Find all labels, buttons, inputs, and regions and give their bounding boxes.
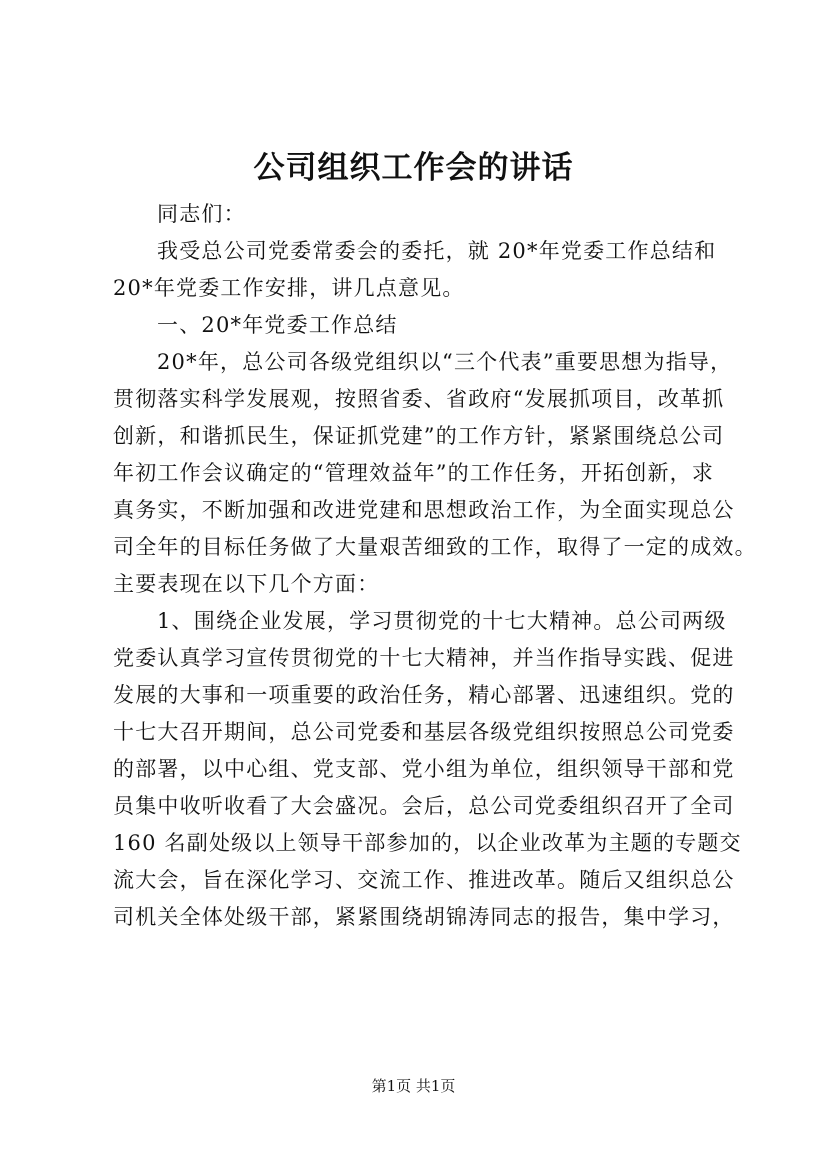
paragraph-line: 1、围绕企业发展，学习贯彻党的十七大精神。总公司两级 [157, 609, 727, 633]
document-title: 公司组织工作会的讲话 [253, 150, 574, 186]
paragraph-line: 贯彻落实科学发展观，按照省委、省政府“发展抓项目，改革抓 [113, 387, 725, 411]
paragraph-line: 主要表现在以下几个方面： [113, 572, 380, 596]
paragraph-line: 十七大召开期间，总公司党委和基层各级党组织按照总公司党委 [113, 720, 735, 744]
paragraph-line: 发展的大事和一项重要的政治任务，精心部署、迅速组织。党的 [113, 683, 735, 707]
paragraph-line: 20*年党委工作安排，讲几点意见。 [113, 276, 465, 300]
paragraph-line: 员集中收听收看了大会盛况。会后，总公司党委组织召开了全司 [113, 794, 735, 818]
paragraph-line: 的部署，以中心组、党支部、党小组为单位，组织领导干部和党 [113, 757, 735, 781]
paragraph-line: 创新，和谐抓民生，保证抓党建”的工作方针，紧紧围绕总公司 [113, 424, 725, 448]
page-footer: 第1页 共1页 [371, 1077, 456, 1095]
paragraph-line: 同志们： [157, 202, 246, 226]
paragraph-line: 党委认真学习宣传贯彻党的十七大精神，并当作指导实践、促进 [113, 646, 735, 670]
paragraph-line: 流大会，旨在深化学习、交流工作、推进改革。随后又组织总公 [113, 868, 735, 892]
paragraph-line: 年初工作会议确定的“管理效益年”的工作任务，开拓创新，求 [113, 461, 715, 485]
section-heading: 一、20*年党委工作总结 [157, 313, 398, 337]
paragraph-line: 司全年的目标任务做了大量艰苦细致的工作，取得了一定的成效。 [113, 535, 757, 559]
paragraph-line: 司机关全体处级干部，紧紧围绕胡锦涛同志的报告，集中学习， [113, 905, 735, 929]
document-body [113, 196, 757, 936]
paragraph-line: 20*年，总公司各级党组织以“三个代表”重要思想为指导， [157, 350, 733, 374]
paragraph-line: 我受总公司党委常委会的委托，就 20*年党委工作总结和 [157, 239, 717, 263]
paragraph-line: 真务实，不断加强和改进党建和思想政治工作，为全面实现总公 [113, 498, 735, 522]
paragraph-line: 160 名副处级以上领导干部参加的，以企业改革为主题的专题交 [113, 831, 742, 855]
